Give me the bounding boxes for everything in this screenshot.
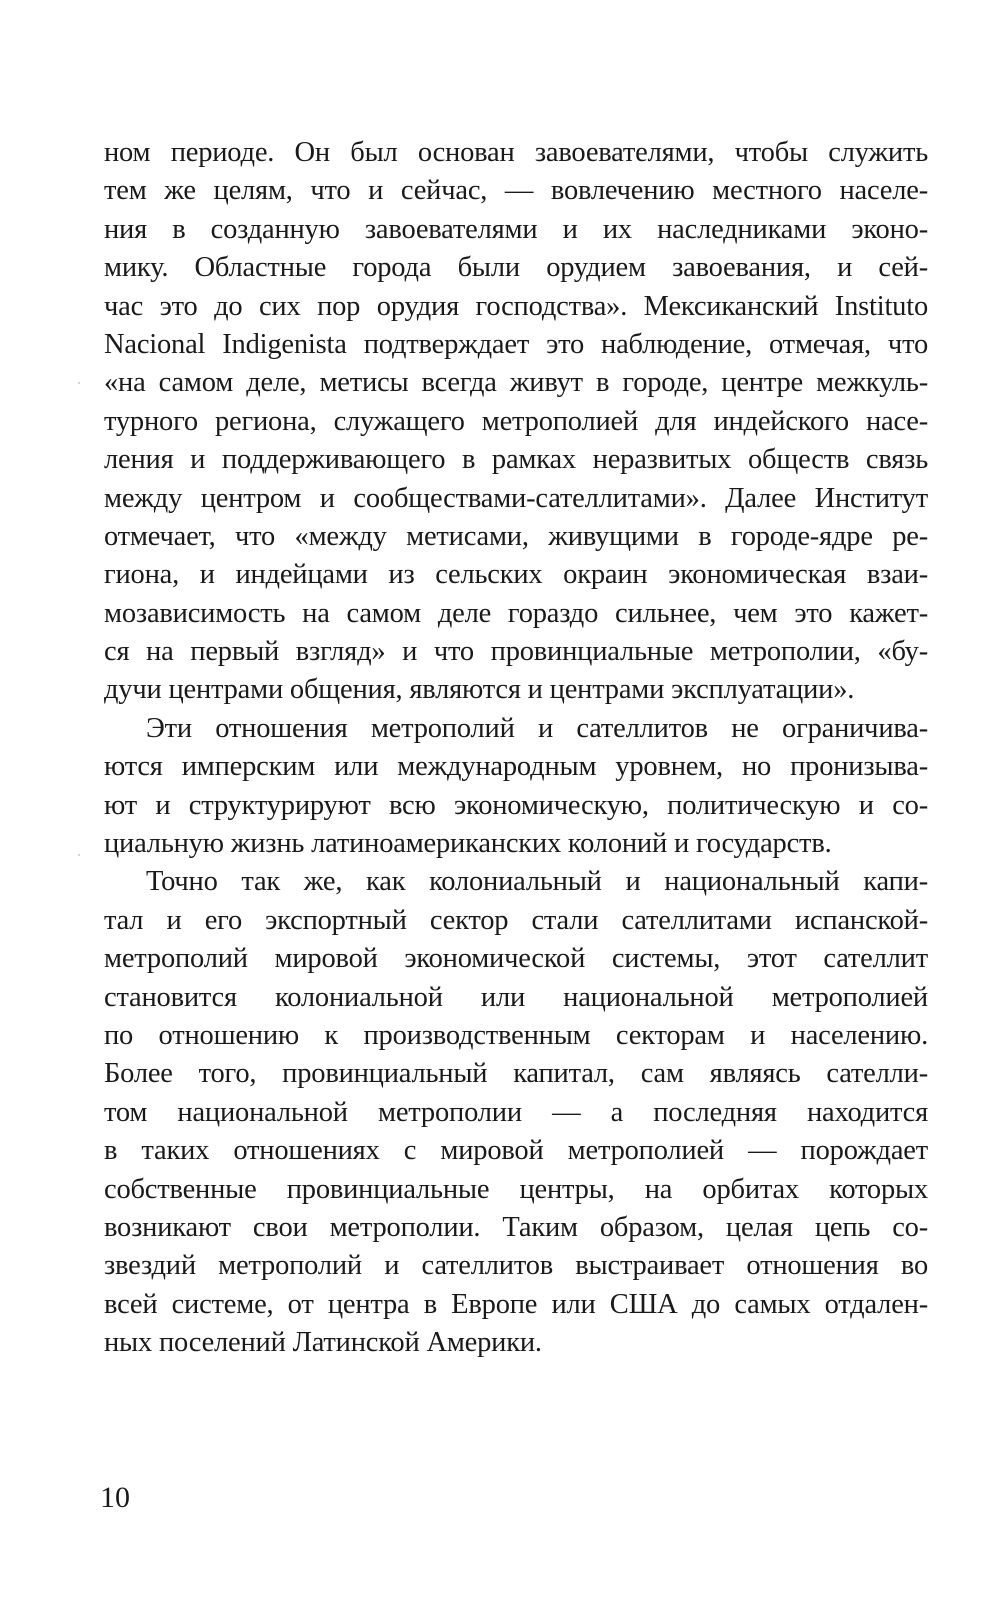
text-line: отмечает, что «между метисами, живущими в городе-ядре ре- — [104, 520, 928, 552]
text-line: ления и поддерживающего в рамках неразвитых обществ связь — [104, 444, 928, 476]
text-line: между центром и сообществами-сателлитами». Далее Институт — [104, 482, 928, 514]
text-line: метрополий мировой экономической системы, этот сателлит — [104, 943, 928, 975]
text-line: дучи центрами общения, являются и центрами эксплуатации». — [104, 674, 855, 706]
text-line: звездий метрополий и сателлитов выстраивает отношения во — [104, 1250, 928, 1282]
text-line: мозависимость на самом деле гораздо сильнее, чем это кажет- — [104, 597, 928, 629]
text-line: ют и структурируют всю экономическую, политическую и со- — [104, 789, 928, 821]
text-line: гиона, и индейцами из сельских окраин экономическая взаи- — [104, 559, 928, 591]
text-line: ния в созданную завоевателями и их наследниками эконо- — [104, 213, 928, 245]
page-number: 10 — [100, 1481, 130, 1514]
paragraph — [104, 710, 928, 864]
text-line: турного региона, служащего метрополией для индейского насе- — [104, 405, 928, 437]
text-line: том национальной метрополии — а последняя находится — [104, 1096, 928, 1128]
scan-speck — [78, 382, 80, 384]
text-line: час это до сих пор орудия господства». Мексиканский Instituto — [104, 290, 928, 322]
text-line: мику. Областные города были орудием завоевания, и сей- — [104, 252, 928, 284]
text-line: Более того, провинциальный капитал, сам являясь сателли- — [104, 1058, 928, 1090]
text-line: ных поселений Латинской Америки. — [104, 1327, 542, 1359]
text-line: собственные провинциальные центры, на орбитах которых — [104, 1173, 928, 1205]
text-line: «на самом деле, метисы всегда живут в городе, центре межкуль- — [104, 367, 928, 399]
text-line: Точно так же, как колониальный и национальный капи- — [146, 866, 928, 898]
text-line: становится колониальной или национальной метрополией — [104, 981, 928, 1013]
paragraph — [104, 134, 928, 710]
text-line: тал и его экспортный сектор стали сателлитами испанской- — [104, 904, 928, 936]
text-line: циальную жизнь латиноамериканских колоний и государств. — [104, 828, 832, 860]
text-line: ются имперским или международным уровнем, но пронизыва- — [104, 751, 928, 783]
text-line: по отношению к производственным секторам и населению. — [104, 1019, 928, 1051]
text-line: возникают свои метрополии. Таким образом, целая цепь со- — [104, 1211, 928, 1243]
text-line: ся на первый взгляд» и что провинциальные метрополии, «бу- — [104, 636, 928, 668]
paragraph — [104, 863, 928, 1362]
scan-speck — [78, 854, 80, 856]
text-line: Эти отношения метрополий и сателлитов не ограничива- — [146, 712, 928, 744]
text-line: Nacional Indigenista подтверждает это наблюдение, отмечая, что — [104, 328, 928, 360]
text-line: тем же целям, что и сейчас, — вовлечению местного населе- — [104, 175, 928, 207]
body-text — [104, 134, 928, 1363]
text-line: ном периоде. Он был основан завоевателями, чтобы служить — [104, 137, 928, 168]
text-line: всей системе, от центра в Европе или США до самых отдален- — [104, 1288, 928, 1320]
text-line: в таких отношениях с мировой метрополией — порождает — [104, 1135, 928, 1167]
